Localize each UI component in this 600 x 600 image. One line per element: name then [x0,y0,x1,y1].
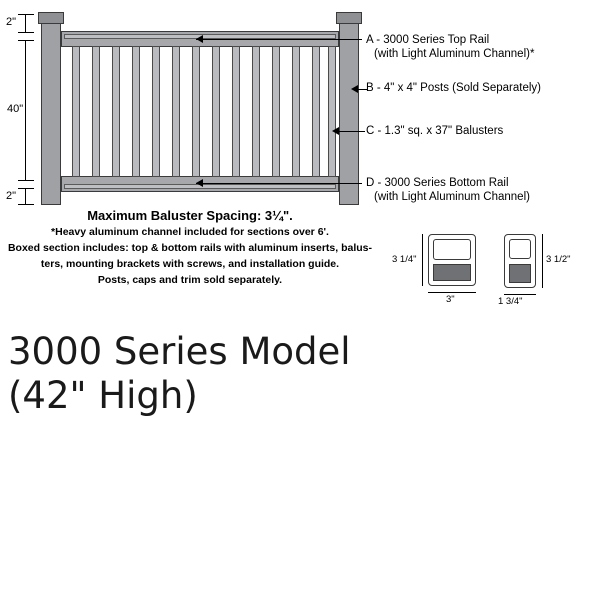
leader-line-a [196,39,362,40]
baluster [212,46,220,177]
title-line-2: (42" High) [8,374,198,417]
dim-label-bottom-gap: 2" [6,190,17,202]
baluster [92,46,100,177]
baluster-profile-dim-v-line [542,234,543,288]
note-max-spacing: Maximum Baluster Spacing: 3¼". [87,208,293,223]
baluster [232,46,240,177]
baluster [72,46,80,177]
leader-arrow-a [196,35,203,43]
dim-line-bottom [25,188,26,204]
left-post [41,23,61,205]
dim-tick-top-outer [18,14,34,15]
baluster-profile-dim-h-line [504,294,536,295]
rail-profile-inner [433,239,471,260]
baluster [192,46,200,177]
baluster [112,46,120,177]
dim-label-height: 40" [7,103,24,115]
callout-a-sublabel: (with Light Aluminum Channel)* [374,48,535,60]
notes-block [0,208,380,288]
leader-arrow-b [351,85,358,93]
leader-line-d [196,183,362,184]
baluster [272,46,280,177]
rail-profile-channel [433,264,471,281]
title-line-1: 3000 Series Model [8,330,351,373]
baluster [252,46,260,177]
note-posts-caps: Posts, caps and trim sold separately. [97,274,283,286]
page-title [8,330,528,418]
baluster [152,46,160,177]
baluster [292,46,300,177]
callout-c [366,124,503,138]
dim-line-height [25,40,26,180]
baluster [172,46,180,177]
leader-arrow-d [196,179,203,187]
baluster [132,46,140,177]
callout-c-label: C - 1.3" sq. x 37" Balusters [366,125,504,137]
right-post [339,23,359,205]
callout-a-label: A - 3000 Series Top Rail [366,34,490,46]
profile-sections [392,228,590,318]
note-boxed-section-2: ters, mounting brackets with screws, and installation guide. [40,258,340,270]
baluster [328,46,336,177]
dim-line-top [25,14,26,32]
baluster-profile-channel [509,264,531,283]
rail-profile-height-label: 3 1/4" [392,254,417,265]
callout-b-label: B - 4" x 4" Posts (Sold Separately) [366,82,541,94]
callout-d-sublabel: (with Light Aluminum Channel) [374,191,530,203]
leader-arrow-c [332,127,339,135]
callout-d [366,176,530,204]
dim-tick-bottom-outer [18,204,34,205]
baluster-profile-width-label: 1 3/4" [498,296,523,307]
callout-d-label: D - 3000 Series Bottom Rail [366,177,509,189]
baluster-profile-inner [509,239,531,259]
dim-label-top-gap: 2" [6,16,17,28]
dim-tick-height-bottom [18,180,34,181]
callout-b [366,81,541,95]
rail-profile-dim-h-line [428,292,476,293]
leader-line-c [339,131,365,132]
dim-tick-height-top [18,40,34,41]
baluster-profile-height-label: 3 1/2" [546,254,571,265]
rail-profile-dim-v-line [422,234,423,286]
baluster [312,46,320,177]
dim-tick-top-inner [18,32,34,33]
note-boxed-section-1: Boxed section includes: top & bottom rails with aluminum inserts, balus- [7,242,373,254]
dim-tick-bottom-inner [18,188,34,189]
callout-a [366,33,534,61]
note-heavy-channel: *Heavy aluminum channel included for sections over 6'. [51,226,329,238]
rail-profile-width-label: 3" [446,294,455,305]
